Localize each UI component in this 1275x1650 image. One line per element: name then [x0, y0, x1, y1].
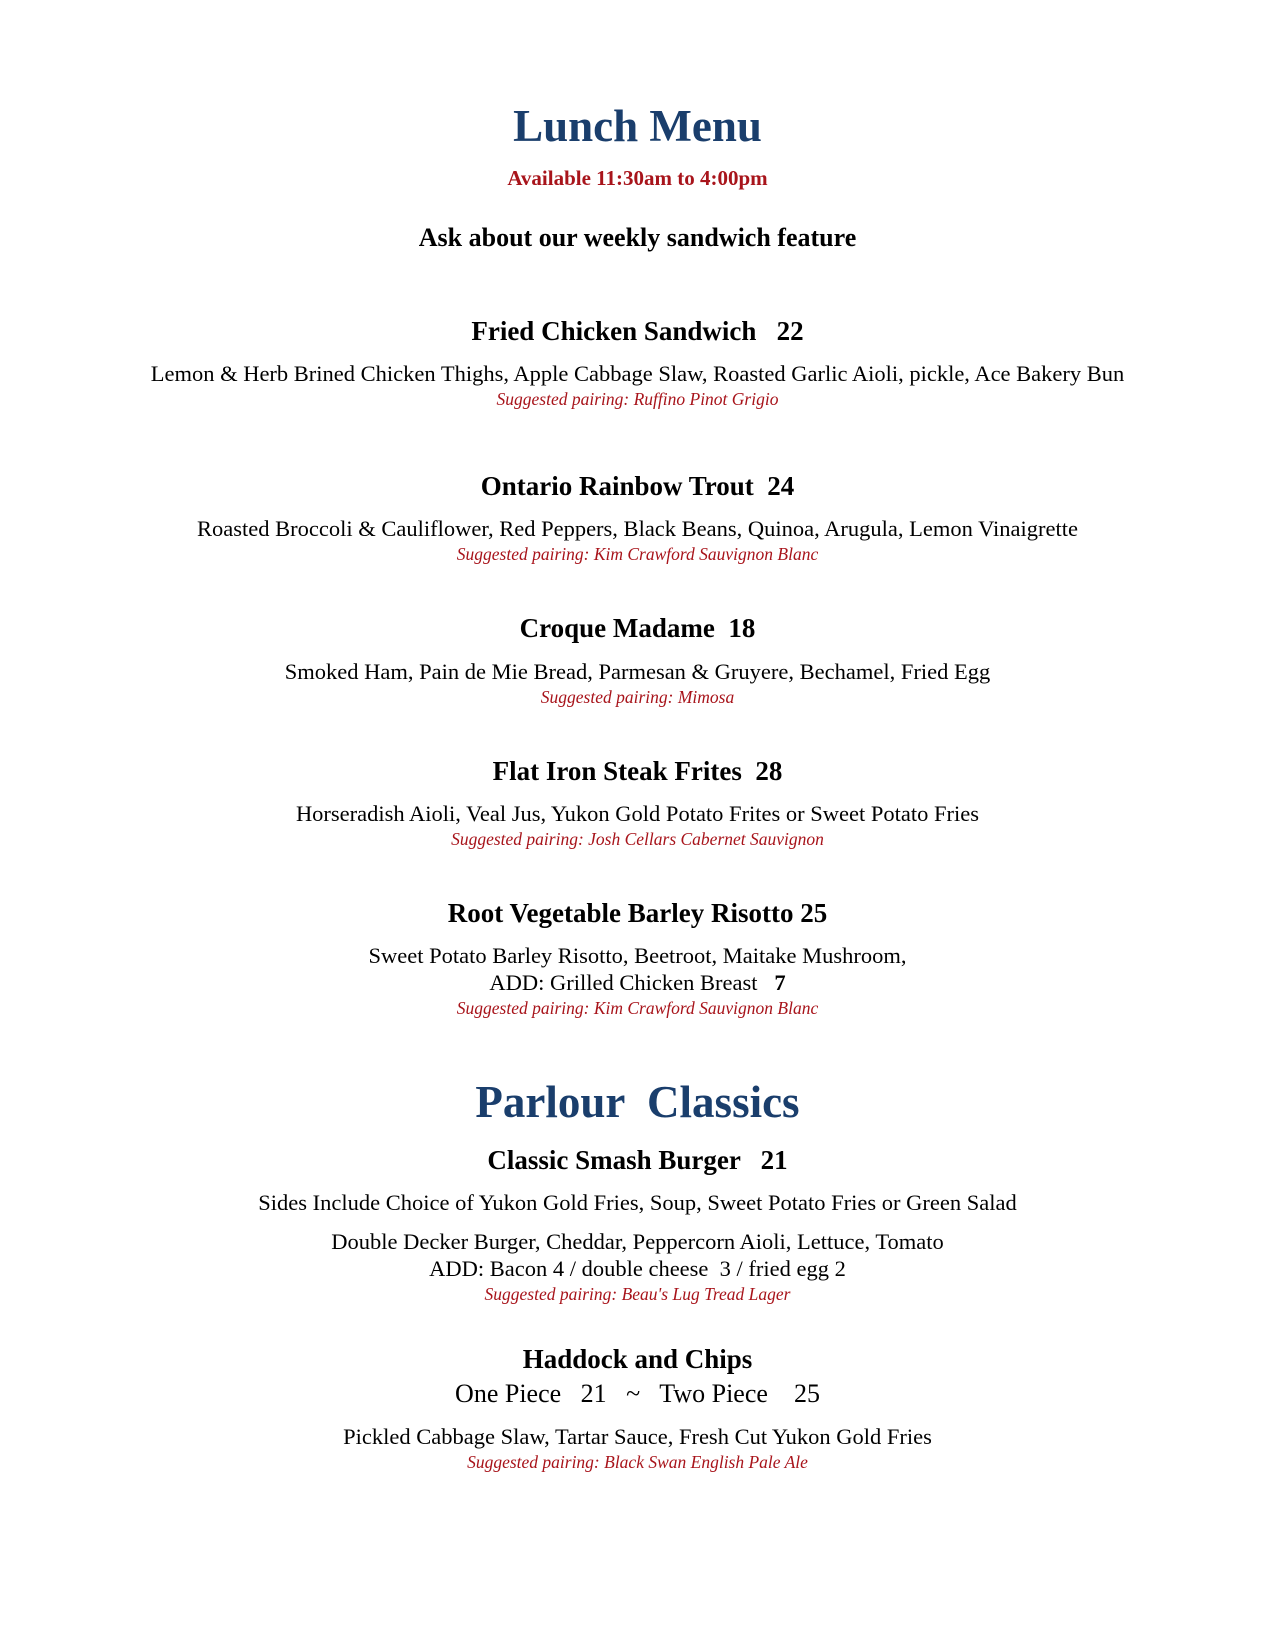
item-description: Lemon & Herb Brined Chicken Thighs, Apple Cabbage Slaw, Roasted Garlic Aioli, pickle, Ace Bakery Bun	[150, 361, 1125, 386]
item-name: Fried Chicken Sandwich	[471, 316, 757, 346]
haddock-portion-prices	[0, 1381, 1275, 1407]
item-price: 28	[755, 756, 783, 786]
item-name: Flat Iron Steak Frites	[492, 756, 742, 786]
item-price: 25	[800, 898, 828, 928]
item-name: Root Vegetable Barley Risotto	[447, 898, 794, 928]
item-price: 24	[767, 471, 795, 501]
menu-item-root-vegetable-barley-risotto	[0, 900, 1275, 927]
item-description: Roasted Broccoli & Cauliflower, Red Peppers, Black Beans, Quinoa, Arugula, Lemon Vinaigrette	[197, 516, 1078, 541]
menu-item-haddock-and-chips: Haddock and Chips	[522, 1344, 753, 1374]
add-on-label: ADD: Grilled Chicken Breast	[489, 970, 758, 995]
item-name: Classic Smash Burger	[487, 1145, 741, 1175]
availability-hours: Available 11:30am to 4:00pm	[507, 166, 768, 190]
item-pairing: Suggested pairing: Mimosa	[540, 687, 735, 707]
item-description: Smoked Ham, Pain de Mie Bread, Parmesan & Gruyere, Bechamel, Fried Egg	[284, 659, 991, 684]
item-pairing: Suggested pairing: Josh Cellars Cabernet Sauvignon	[451, 829, 824, 849]
item-description: Double Decker Burger, Cheddar, Peppercorn Aioli, Lettuce, Tomato	[331, 1229, 944, 1254]
item-pairing: Suggested pairing: Kim Crawford Sauvignon Blanc	[456, 998, 819, 1018]
price-separator: ~	[626, 1379, 641, 1408]
item-description: Sweet Potato Barley Risotto, Beetroot, Maitake Mushroom,	[368, 943, 907, 968]
item-price: 22	[776, 316, 804, 346]
add-on-price: 7	[774, 970, 786, 995]
one-piece-label: One Piece	[455, 1379, 562, 1408]
menu-item-fried-chicken-sandwich	[0, 318, 1275, 345]
menu-item-ontario-rainbow-trout	[0, 473, 1275, 500]
item-description: Pickled Cabbage Slaw, Tartar Sauce, Fresh Cut Yukon Gold Fries	[343, 1424, 932, 1449]
item-name: Ontario Rainbow Trout	[480, 471, 754, 501]
two-piece-price: 25	[793, 1379, 820, 1408]
two-piece-label: Two Piece	[659, 1379, 768, 1408]
sandwich-feature-note: Ask about our weekly sandwich feature	[418, 223, 857, 252]
item-price: 18	[728, 613, 756, 643]
item-name: Croque Madame	[519, 613, 715, 643]
item-add-on	[0, 972, 1275, 995]
item-pairing: Suggested pairing: Beau's Lug Tread Lager	[484, 1284, 791, 1304]
menu-item-classic-smash-burger	[0, 1147, 1275, 1174]
item-pairing: Suggested pairing: Ruffino Pinot Grigio	[496, 389, 779, 409]
menu-item-croque-madame	[0, 615, 1275, 642]
item-description: Horseradish Aioli, Veal Jus, Yukon Gold Potato Frites or Sweet Potato Fries	[295, 801, 980, 826]
item-pairing: Suggested pairing: Black Swan English Pale Ale	[467, 1452, 808, 1472]
item-price: 21	[760, 1145, 788, 1175]
item-add-ons: ADD: Bacon 4 / double cheese 3 / fried egg 2	[429, 1256, 846, 1281]
one-piece-price: 21	[580, 1379, 607, 1408]
section-title-parlour-classics: Parlour Classics	[475, 1077, 800, 1127]
menu-item-flat-iron-steak-frites	[0, 758, 1275, 785]
item-sides: Sides Include Choice of Yukon Gold Fries, Soup, Sweet Potato Fries or Green Salad	[258, 1190, 1017, 1215]
item-pairing: Suggested pairing: Kim Crawford Sauvignon Blanc	[456, 544, 819, 564]
page-title: Lunch Menu	[513, 101, 762, 151]
